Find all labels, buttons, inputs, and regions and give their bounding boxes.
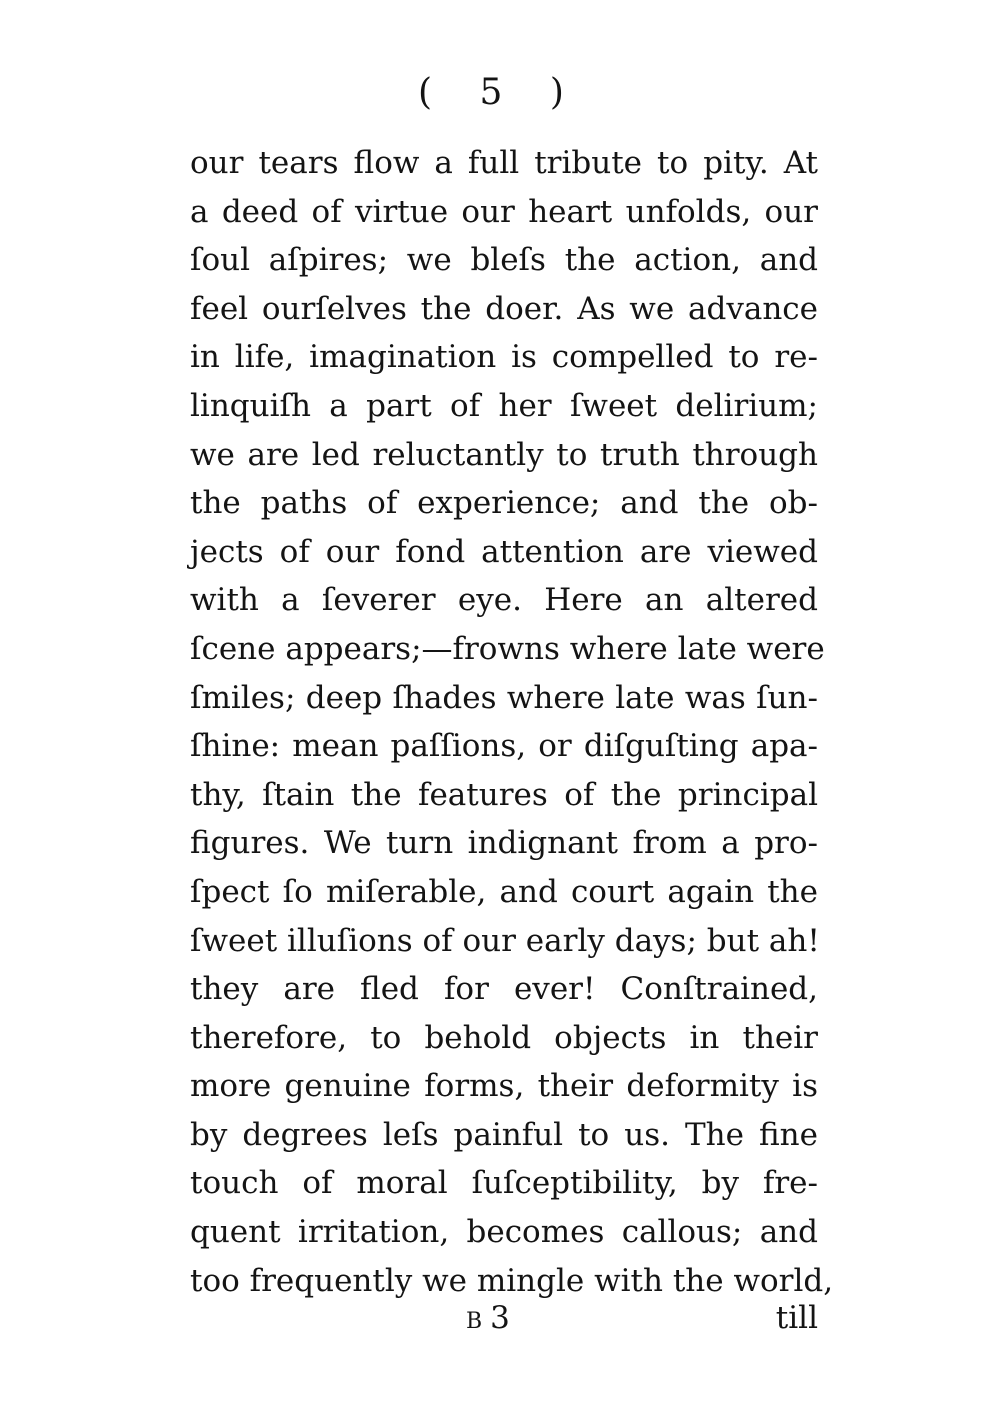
text-line: quent irritation, becomes callous; and bbox=[190, 1214, 818, 1251]
text-line: linquiſh a part of her ſweet delirium; bbox=[190, 387, 818, 424]
text-line: with a ſeverer eye. Here an altered bbox=[190, 582, 818, 619]
text-line: ſpect ſo miſerable, and court again the bbox=[190, 873, 818, 910]
body-text bbox=[190, 139, 834, 1305]
page-footer bbox=[190, 1296, 818, 1340]
text-line: thy, ſtain the features of the principal bbox=[190, 776, 818, 813]
text-line: ſhine: mean paſſions, or diſguſting apa- bbox=[190, 728, 818, 765]
text-line: figures. We turn indignant from a pro- bbox=[190, 825, 818, 862]
signature-number: 3 bbox=[490, 1300, 518, 1336]
text-line: the paths of experience; and the ob- bbox=[190, 485, 818, 522]
text-line: therefore, to behold objects in their bbox=[190, 1019, 818, 1056]
catchword: till bbox=[775, 1300, 818, 1336]
signature-mark bbox=[466, 1296, 518, 1344]
text-line: feel ourſelves the doer. As we advance bbox=[190, 290, 818, 327]
text-line: they are fled for ever! Conſtrained, bbox=[190, 971, 818, 1008]
text-line: ſoul aſpires; we bleſs the action, and bbox=[190, 242, 818, 279]
text-line: more genuine forms, their deformity is bbox=[190, 1068, 818, 1105]
text-line: ſmiles; deep ſhades where late was ſun- bbox=[190, 679, 818, 716]
page-number: ( 5 ) bbox=[418, 72, 582, 113]
text-line: our tears flow a full tribute to pity. At bbox=[190, 145, 818, 181]
text-line: a deed of virtue our heart unfolds, our bbox=[190, 193, 818, 230]
text-line: jects of our fond attention are viewed bbox=[190, 533, 818, 570]
text-line: by degrees leſs painful to us. The fine bbox=[190, 1116, 818, 1153]
text-line: ſcene appears;—frowns where late were bbox=[190, 630, 825, 667]
text-line: in life, imagination is compelled to re- bbox=[190, 339, 818, 376]
text-line: touch of moral ſuſceptibility, by fre- bbox=[190, 1165, 818, 1202]
text-line: too frequently we mingle with the world, bbox=[190, 1262, 834, 1299]
signature-letter: B bbox=[466, 1309, 491, 1334]
text-line: we are led reluctantly to truth through bbox=[190, 436, 818, 473]
text-line: ſweet illuſions of our early days; but ah! bbox=[190, 922, 820, 959]
